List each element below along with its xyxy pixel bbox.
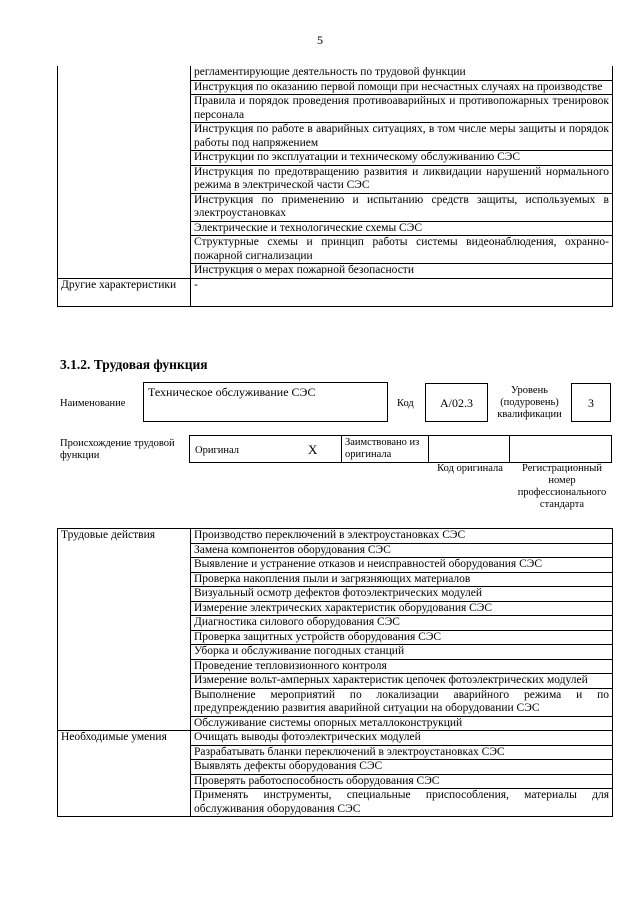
knowledge-table xyxy=(57,66,613,307)
list-item: Применять инструменты, специальные приспособления, материалы для обслуживания оборудования СЭС xyxy=(191,789,613,817)
table-row xyxy=(58,529,613,544)
function-name-field: Техническое обслуживание СЭС xyxy=(143,382,388,422)
list-item: Правила и порядок проведения противоаварийных и противопожарных тренировок персонала xyxy=(191,95,613,123)
list-item: Замена компонентов оборудования СЭС xyxy=(191,543,613,558)
list-item: Инструкции по эксплуатации и техническому обслуживанию СЭС xyxy=(191,151,613,166)
actions-table xyxy=(57,528,613,817)
list-item: Проверка защитных устройств оборудования СЭС xyxy=(191,630,613,645)
qualification-level-field: 3 xyxy=(571,383,611,422)
divider xyxy=(428,435,429,463)
list-item: Выявление и устранение отказов и неисправностей оборудования СЭС xyxy=(191,558,613,573)
list-item: Инструкция по предотвращению развития и ликвидации нарушений нормального режима в электрической части СЭС xyxy=(191,165,613,193)
table-row xyxy=(58,278,613,306)
name-label: Наименование xyxy=(60,398,126,409)
list-item: Инструкция по оказанию первой помощи при несчастных случаях на производстве xyxy=(191,80,613,95)
list-item: регламентирующие деятельность по трудовой функции xyxy=(191,66,613,80)
table-row xyxy=(58,731,613,746)
page-number: 5 xyxy=(317,33,323,47)
registration-number-caption: Регистрационный номер профессионального стандарта xyxy=(517,463,607,510)
level-label: Уровень (подуровень) квалификации xyxy=(497,385,562,420)
labor-actions-label: Трудовые действия xyxy=(58,529,191,731)
list-item: Измерение вольт-амперных характеристик цепочек фотоэлектрических модулей xyxy=(191,674,613,689)
divider xyxy=(509,435,510,463)
borrowed-label: Заимствовано из оригинала xyxy=(345,437,420,460)
list-item: Очищать выводы фотоэлектрических модулей xyxy=(191,731,613,746)
original-label: Оригинал xyxy=(195,445,239,456)
list-item: Визуальный осмотр дефектов фотоэлектрических модулей xyxy=(191,587,613,602)
other-characteristics-label: Другие характеристики xyxy=(58,278,191,306)
list-item: Проверять работоспособность оборудования СЭС xyxy=(191,774,613,789)
list-item: Электрические и технологические схемы СЭС xyxy=(191,221,613,236)
list-item: Разрабатывать бланки переключений в электроустановках СЭС xyxy=(191,745,613,760)
code-label: Код xyxy=(397,398,414,409)
function-code-field: А/02.3 xyxy=(425,383,488,422)
origin-table xyxy=(189,435,612,463)
knowledge-left-cell xyxy=(58,66,191,278)
table-row xyxy=(58,66,613,80)
original-mark: X xyxy=(308,442,318,457)
list-item: Проверка накопления пыли и загрязняющих материалов xyxy=(191,572,613,587)
list-item: Обслуживание системы опорных металлоконструкций xyxy=(191,716,613,731)
section-title: 3.1.2. Трудовая функция xyxy=(60,357,208,372)
list-item: Производство переключений в электроустановках СЭС xyxy=(191,529,613,544)
required-skills-label: Необходимые умения xyxy=(58,731,191,817)
list-item: Диагностика силового оборудования СЭС xyxy=(191,616,613,631)
divider xyxy=(341,435,342,463)
other-characteristics-value: - xyxy=(191,278,613,306)
code-original-caption: Код оригинала xyxy=(437,463,503,474)
list-item: Измерение электрических характеристик оборудования СЭС xyxy=(191,601,613,616)
list-item: Инструкция о мерах пожарной безопасности xyxy=(191,264,613,279)
origin-label: Происхождение трудовой функции xyxy=(60,438,175,461)
list-item: Выполнение мероприятий по локализации аварийного режима и по предупреждению развития аварийной ситуации на оборудовании СЭС xyxy=(191,688,613,716)
list-item: Инструкция по применению и испытанию средств защиты, используемых в электроустановках xyxy=(191,193,613,221)
list-item: Инструкция по работе в аварийных ситуациях, в том числе меры защиты и порядок работы под напряжением xyxy=(191,123,613,151)
list-item: Структурные схемы и принцип работы системы видеонаблюдения, охранно-пожарной сигнализации xyxy=(191,236,613,264)
list-item: Уборка и обслуживание погодных станций xyxy=(191,645,613,660)
list-item: Выявлять дефекты оборудования СЭС xyxy=(191,760,613,775)
list-item: Проведение тепловизионного контроля xyxy=(191,659,613,674)
